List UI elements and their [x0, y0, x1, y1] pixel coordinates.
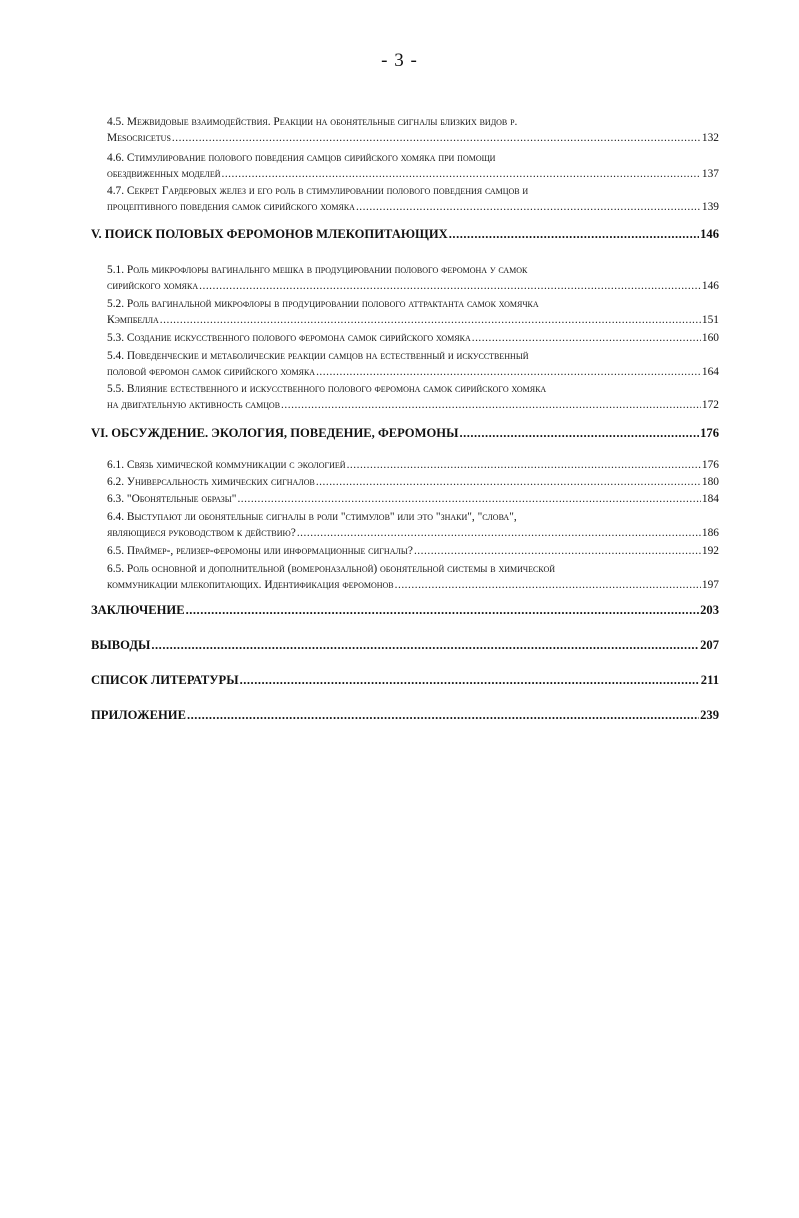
- toc-entry-5-4: [107, 348, 719, 380]
- toc-page-number: 164: [701, 366, 719, 378]
- toc-page-number: 132: [701, 132, 719, 144]
- toc-entry-text: коммуникации млекопитающих. Идентификация феромонов: [107, 579, 394, 591]
- toc-page-number: 211: [700, 673, 719, 687]
- toc-page-number: 151: [701, 314, 719, 326]
- toc-chapter-title: VI. ОБСУЖДЕНИЕ. ЭКОЛОГИЯ, ПОВЕДЕНИЕ, ФЕРОМОНЫ: [91, 426, 459, 440]
- toc-page-number: 176: [700, 426, 719, 440]
- toc-page-number: 172: [701, 399, 719, 411]
- toc-chapter-title: ПРИЛОЖЕНИЕ: [91, 708, 186, 722]
- toc-entry-text: Кэмпбелла: [107, 314, 159, 326]
- toc-chapter-title: ЗАКЛЮЧЕНИЕ: [91, 603, 185, 617]
- toc-entry-5-3: [107, 330, 719, 346]
- toc-entry-text: Mesocricetus: [107, 132, 171, 144]
- toc-entry-text: сирийского хомяка: [107, 280, 199, 292]
- toc-appendix: [91, 707, 719, 723]
- toc-page-number: 137: [701, 168, 719, 180]
- toc-entry-text: 6.1. Связь химической коммуникации с экологией: [107, 459, 346, 471]
- toc-entry-text: 6.5. Роль основной и дополнительной (вомероназальной) обонятельной системы в химической: [107, 563, 555, 575]
- toc-entry-6-5b: [107, 561, 719, 593]
- toc-page-number: 197: [701, 579, 719, 591]
- toc-page-number: 180: [701, 476, 719, 488]
- toc-page-number: 139: [701, 201, 719, 213]
- toc-entry-text: 5.3. Создание искусственного полового феромона самок сирийского хомяка: [107, 332, 471, 344]
- toc-page-number: 192: [701, 545, 719, 557]
- toc-page-number: 176: [701, 459, 719, 471]
- toc-chapter-v: [91, 226, 719, 242]
- toc-entry-4-5: [107, 114, 719, 146]
- toc-page-number: 146: [701, 280, 719, 292]
- toc-entry-text: 5.5. Влияние естественного и искусственного полового феромона самок сирийского хомяка: [107, 383, 547, 395]
- toc-entry-6-5a: [107, 543, 719, 559]
- toc-entry-4-7: [107, 183, 719, 215]
- toc-page-number: 160: [701, 332, 719, 344]
- page-number: - 3 -: [381, 50, 418, 71]
- toc-entry-text: 4.6. Стимулирование полового поведения самцов сирийского хомяка при помощи: [107, 152, 496, 164]
- toc-entry-5-1: [107, 262, 719, 294]
- toc-entry-text: 5.4. Поведенческие и метаболические реакции самцов на естественный и искусственный: [107, 350, 529, 362]
- toc-references: [91, 672, 719, 688]
- toc-entry-text: процептивного поведения самок сирийского хомяка: [107, 201, 355, 213]
- toc-entry-6-2: [107, 474, 719, 490]
- toc-entry-text: 5.2. Роль вагинальной микрофлоры в продуцировании полового аттрактанта самок хомячка: [107, 298, 539, 310]
- toc-chapter-title: V. ПОИСК ПОЛОВЫХ ФЕРОМОНОВ МЛЕКОПИТАЮЩИХ: [91, 227, 448, 241]
- toc-entry-4-6: [107, 150, 719, 182]
- toc-entry-text: 6.3. "Обонятельные образы": [107, 493, 237, 505]
- toc-findings: [91, 637, 719, 653]
- toc-entry-6-4: [107, 509, 719, 541]
- toc-entry-6-1: [107, 457, 719, 473]
- toc-entry-text: обездвиженных моделей: [107, 168, 221, 180]
- toc-page-number: 203: [700, 603, 719, 617]
- toc-entry-text: 4.7. Секрет Гардеровых желез и его роль в стимулировании полового поведения самцов и: [107, 185, 529, 197]
- toc-chapter-vi: [91, 425, 719, 441]
- toc-page-number: 146: [700, 227, 719, 241]
- toc-entry-text: на двигательную активность самцов: [107, 399, 281, 411]
- toc-entry-text: являющиеся руководством к действию?: [107, 527, 296, 539]
- toc-chapter-title: СПИСОК ЛИТЕРАТУРЫ: [91, 673, 239, 687]
- toc-entry-text: 4.5. Межвидовые взаимодействия. Реакции на обонятельные сигналы близких видов р.: [107, 116, 518, 128]
- toc-entry-text: 5.1. Роль микрофлоры вагинальнго мешка в продуцировании полового феромона у самок: [107, 264, 528, 276]
- toc-chapter-title: ВЫВОДЫ: [91, 638, 151, 652]
- toc-entry-text: 6.4. Выступают ли обонятельные сигналы в роли "стимулов" или это "знаки", "слова",: [107, 511, 517, 523]
- toc-entry-6-3: [107, 491, 719, 507]
- toc-entry-5-2: [107, 296, 719, 328]
- toc-page-number: 207: [700, 638, 719, 652]
- toc-entry-5-5: [107, 381, 719, 413]
- toc-entry-text: 6.2. Универсальность химических сигналов: [107, 476, 315, 488]
- toc-conclusion: [91, 602, 719, 618]
- toc-page-number: 184: [701, 493, 719, 505]
- toc-entry-text: 6.5. Праймер-, релизер-феромоны или информационные сигналы?: [107, 545, 413, 557]
- toc-entry-text: половой феромон самок сирийского хомяка: [107, 366, 316, 378]
- toc-page-number: 239: [700, 708, 719, 722]
- toc-page-number: 186: [701, 527, 719, 539]
